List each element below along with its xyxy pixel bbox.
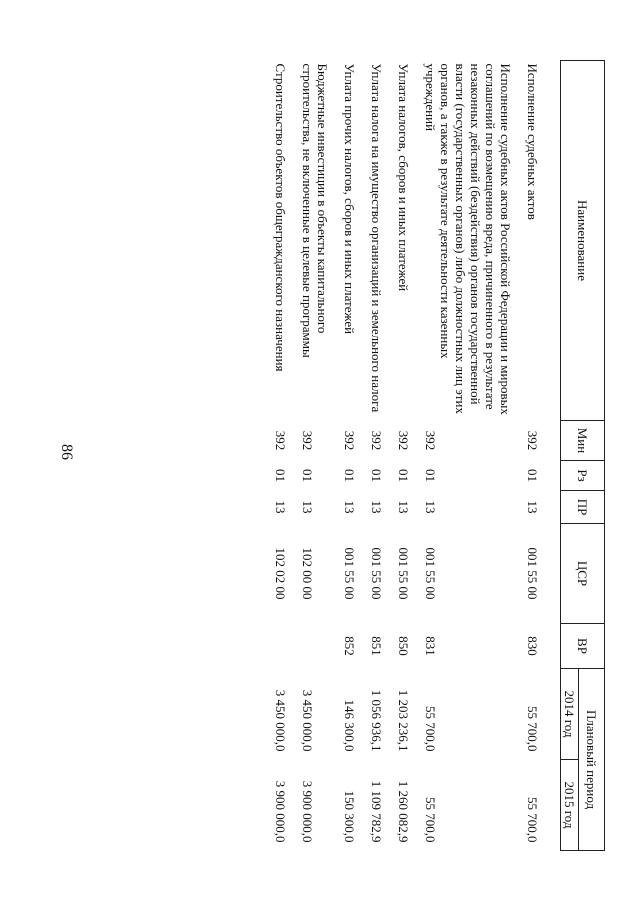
header-csr: ЦСР xyxy=(561,524,605,624)
page-number: 86 xyxy=(58,444,75,460)
row-min: 392 xyxy=(525,430,540,451)
row-csr: 001 55 00 xyxy=(369,547,384,600)
row-pr: 13 xyxy=(369,500,384,514)
row-min: 392 xyxy=(342,430,357,451)
header-pr: ПР xyxy=(561,491,605,524)
row-2014: 55 700,0 xyxy=(423,706,438,752)
row-min: 392 xyxy=(423,430,438,451)
row-vr xyxy=(267,624,294,669)
row-pr: 13 xyxy=(342,500,357,514)
row-pr: 13 xyxy=(300,500,315,514)
row-2015: 55 700,0 xyxy=(525,797,540,843)
row-rz: 01 xyxy=(273,469,288,482)
row-2015: 1 260 082,9 xyxy=(396,780,411,843)
table-row xyxy=(417,61,519,851)
row-vr: 830 xyxy=(525,636,540,656)
header-vr: ВР xyxy=(561,624,605,669)
row-2014: 55 700,0 xyxy=(525,706,540,752)
header-name: Наименование xyxy=(561,61,605,421)
row-rz: 01 xyxy=(342,469,357,482)
row-min: 392 xyxy=(369,430,384,451)
row-2014: 146 300,0 xyxy=(342,699,357,752)
row-2015: 150 300,0 xyxy=(342,790,357,843)
row-vr: 852 xyxy=(342,636,357,656)
header-min: Мин xyxy=(561,421,605,461)
row-name: Бюджетные инвестиции в объекты капитального строительства, не включенные в целевые программы xyxy=(300,63,330,358)
row-pr: 13 xyxy=(273,500,288,514)
header-rz: Рз xyxy=(561,461,605,491)
row-vr xyxy=(294,624,336,669)
table-row xyxy=(519,61,561,851)
row-csr: 001 55 00 xyxy=(342,547,357,600)
table-row xyxy=(267,61,294,851)
row-name: Исполнение судебных актов xyxy=(525,63,540,220)
row-2014: 3 450 000,0 xyxy=(300,689,315,752)
row-name: Исполнение судебных актов Российской Федерации и мировых соглашений по возмещению вреда, причиненного в результате незаконных действий (бездействия) органов государственной власти (государственных органов) либо должностных лиц этих органов, а также в результате деятельности казенных учреждений xyxy=(423,63,513,415)
row-min: 392 xyxy=(273,430,288,451)
row-name: Уплата налога на имущество организаций и земельного налога xyxy=(369,63,384,413)
row-rz: 01 xyxy=(369,469,384,482)
row-csr: 102 00 00 xyxy=(300,547,315,600)
row-2015: 3 900 000,0 xyxy=(300,780,315,843)
header-year-2014: 2014 год xyxy=(561,669,579,760)
budget-table-sheet xyxy=(80,60,605,850)
row-csr: 102 02 00 xyxy=(273,547,288,600)
row-2015: 55 700,0 xyxy=(423,797,438,843)
row-2014: 1 203 236,1 xyxy=(396,689,411,752)
row-vr: 850 xyxy=(396,636,411,656)
row-min: 392 xyxy=(396,430,411,451)
table-row xyxy=(294,61,336,851)
row-vr: 851 xyxy=(369,636,384,656)
budget-table xyxy=(267,60,605,851)
table-row xyxy=(336,61,363,851)
row-2015: 1 109 782,9 xyxy=(369,780,384,843)
row-2015: 3 900 000,0 xyxy=(273,780,288,843)
row-name: Строительство объектов общегражданского назначения xyxy=(273,63,288,372)
header-year-2015: 2015 год xyxy=(561,760,579,851)
row-2014: 1 056 936,1 xyxy=(369,689,384,752)
table-row xyxy=(390,61,417,851)
row-rz: 01 xyxy=(423,469,438,482)
row-rz: 01 xyxy=(525,469,540,482)
row-csr: 001 55 00 xyxy=(396,547,411,600)
table-row xyxy=(363,61,390,851)
header-planned-period: Плановый период xyxy=(579,669,605,851)
row-vr: 831 xyxy=(423,636,438,656)
row-csr: 001 55 00 xyxy=(525,547,540,600)
row-2014: 3 450 000,0 xyxy=(273,689,288,752)
row-name: Уплата прочих налогов, сборов и иных платежей xyxy=(342,63,357,335)
row-pr: 13 xyxy=(423,500,438,514)
row-csr: 001 55 00 xyxy=(423,547,438,600)
row-rz: 01 xyxy=(396,469,411,482)
row-name: Уплата налогов, сборов и иных платежей xyxy=(396,63,411,292)
row-rz: 01 xyxy=(300,469,315,482)
row-pr: 13 xyxy=(396,500,411,514)
row-min: 392 xyxy=(300,430,315,451)
row-pr: 13 xyxy=(525,500,540,514)
